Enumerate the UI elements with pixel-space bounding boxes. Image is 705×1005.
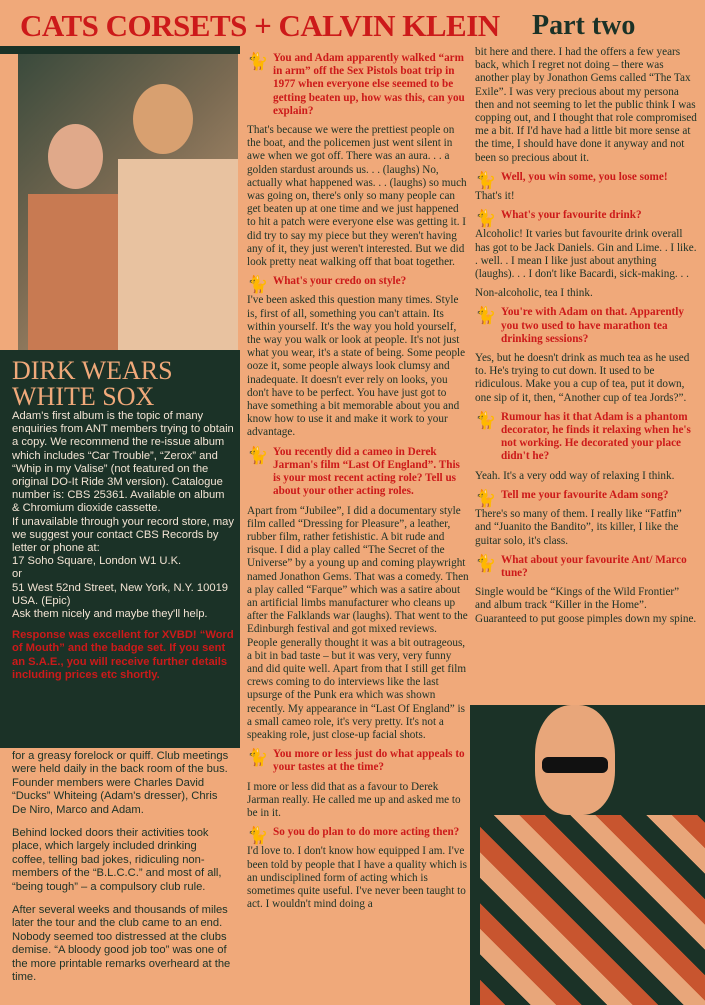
question: 🐈 So you do plan to do more acting then? [247, 826, 460, 846]
answer: Non-alcoholic, tea I think. [475, 287, 593, 300]
sidebar-paragraph: Adam's first album is the topic of many enquiries from ANT members trying to obtain a copy. We recommend the re-issue album which includes “Car Trouble”, “Zerox” and “Whip in my Valise” (not featured on the original DO-It Ride 3M version). Catalogue number is: CBS 25361. Available on album & Chromium dioxide cassette. [12, 410, 234, 515]
question: 🐈 Well, you win some, you lose some! [475, 170, 668, 190]
cat-icon: 🐈 [475, 410, 497, 430]
question: 🐈 What's your credo on style? [247, 275, 407, 295]
sunglasses [542, 757, 608, 773]
cat-icon: 🐈 [247, 275, 269, 295]
question: 🐈 What about your favourite Ant/ Marco tune? [475, 553, 687, 579]
question: 🐈 You and Adam apparently walked “arm in arm” off the Sex Pistols boat trip in 1977 when everyone else seemed to be getting beaten up, how was this, can you explain? [247, 52, 465, 117]
paragraph: After several weeks and thousands of miles later the tour and the club came to an end. Nobody seemed too distressed at the clubs demise. “A bloody good job too” was one of the more printable remarks overheard at the time. [12, 904, 231, 984]
right-column [475, 46, 697, 632]
answer: Apart from “Jubilee”, I did a documentary style film called “Dressing for Pleasure”, a leather, rubber film, rather fetishistic. A bit rude and risque. I did a play called “The Secret of the Universe” by a young up and coming playwright named Jonathon Gems. That was a comedy. Then a play called “Farque” which was a satire about an artificial limbs manufacturer who cleans up after the Falklands war (laughs). That went to the Edinburgh festival and got mixed reviews. People generally thought it was a bit outrageous, a bit in bad taste – but it was very, very funny and did quite well. Apart from that I still get film crews coming to do interviews like the last upsurge of the Punk era which was shown recently. My appearance in “Last Of England” is a small cameo role, it's very pretty. It's not a speaking role, just close-up facial shots. [247, 504, 469, 741]
cat-icon: 🐈 [247, 445, 269, 465]
cat-icon: 🐈 [475, 170, 497, 190]
question: 🐈 Tell me your favourite Adam song? [475, 488, 669, 508]
photo-two-men [18, 54, 238, 350]
answer: That's it! [475, 190, 515, 203]
answer: Yeah. It's a very odd way of relaxing I think. [475, 469, 675, 482]
sidebar-paragraph: 17 Soho Square, London W1 U.K. [12, 555, 182, 568]
middle-column [247, 46, 469, 917]
divider [0, 728, 240, 748]
cat-icon: 🐈 [247, 52, 269, 71]
cat-icon: 🐈 [475, 488, 497, 508]
left-column [12, 750, 232, 995]
sidebar-heading: DIRK WEARS WHITE SOX [12, 356, 173, 411]
cat-icon: 🐈 [475, 306, 497, 326]
divider [0, 46, 240, 54]
photo-person-sunglasses [470, 705, 705, 1005]
answer: Single would be “Kings of the Wild Frontier” and album track “Killer in the Home”. Guaranteed to put goose pimples down my spine. [475, 586, 697, 625]
question: 🐈 You more or less just do what appeals to your tastes at the time? [247, 748, 465, 774]
sidebar-paragraph: 51 West 52nd Street, New York, N.Y. 10019 USA. (Epic) [12, 581, 229, 607]
answer: There's so many of them. I really like “Fatfin” and “Juanito the Bandito”, its killer, I like the guitar solo, it's class. [475, 508, 682, 547]
page-title: CATS CORSETS + CALVIN KLEIN [20, 8, 500, 43]
answer: I'd love to. I don't know how equipped I am. I've been told by people that I have a quality which is an undisciplined form of acting which is sometimes quite useful. I've never been taught to act. I wouldn't mind doing a [247, 845, 467, 911]
answer: bit here and there. I had the offers a few years back, which I regret not doing – there was another play by Jonathon Gems called “The Tax Exile”. I was very precious about my persona then and not seeming to let the public think I was copping out, and I thought that role compromised me a bit. If I'd have had a little bit more sense at the time, I should have done it anyway and not been so precious about it. [475, 46, 697, 164]
answer: Alcoholic! It varies but favourite drink overall has got to be Jack Daniels. Gin and Lime. . I like. . well. . I mean I like just about anything (laughs). . . I don't like Bacardi, sick-making. . . [475, 228, 697, 281]
question: 🐈 What's your favourite drink? [475, 209, 642, 229]
sidebar-text [12, 410, 234, 682]
question: 🐈 You're with Adam on that. Apparently you two used to have marathon tea drinking sessions? [475, 306, 684, 345]
sidebar-paragraph: Ask them nicely and maybe they'll help. [12, 608, 208, 621]
sidebar-paragraph: or [12, 568, 22, 581]
answer: That's because we were the prettiest people on the boat, and the policemen just went silent in awe when we got off. There was an aura. . . a golden stardust arounds us. . . (laughs) No, actually what happened was. . . (laughs) so much was going on, there's only so many people can get beaten up at one time and we just happened to hit a patch were everyone else was getting it. I did try to say my piece but they weren't having any of it, they just weren't interested. But we did look pretty neat walking off that boat together. [247, 124, 467, 269]
question: 🐈 You recently did a cameo in Derek Jarman's film “Last Of England”. This is your most recent acting role? Tell us about your other acting roles. [247, 445, 460, 498]
cat-icon: 🐈 [247, 748, 269, 768]
sidebar-response: Response was excellent for XVBD! “Word of Mouth” and the badge set. If you sent an S.A.E., you will receive further details including prices etc shortly. [12, 629, 234, 681]
paragraph: Behind locked doors their activities took place, which largely included drinking coffee, telling bad jokes, ridiculing non-members of the “B.L.C.C.” and most of all, “being tough” – a compulsory club rule. [12, 827, 222, 893]
answer: Yes, but he doesn't drink as much tea as he used to. He's trying to cut down. It used to be ridiculous. Make you a cup of tea, put it down, one sip of it, then, “Another cup of tea Jords?”. [475, 352, 690, 404]
part-label: Part two [532, 10, 636, 41]
paragraph: for a greasy forelock or quiff. Club meetings were held daily in the back room of the bus. Founder members were Charles David “Ducks” Whiteing (Adam's dresser), Chris De Niro, Marco and Adam. [12, 750, 229, 816]
answer: I've been asked this question many times. Style is, first of all, something you can't attain. Its within yourself. It's the way you hold yourself, the way you walk or look at people. It's not just what you wear, it's a state of being. Some people ooze it, some people always look clumsy and inadequate. It doesn't ever rely on looks, you don't have to be perfect. You have just got to have something a bit memorable about you and know how to use it and make it work to your advantage. [247, 294, 466, 439]
cat-icon: 🐈 [475, 209, 497, 229]
sidebar-paragraph: If unavailable through your record store, may we suggest your contact CBS Records by letter or phone at: [12, 515, 235, 555]
answer: I more or less did that as a favour to Derek Jarman really. He called me up and asked me to be in it. [247, 780, 461, 819]
question: 🐈 Rumour has it that Adam is a phantom decorator, he finds it relaxing when he's not working. He decorated your place didn't he? [475, 410, 691, 463]
cat-icon: 🐈 [475, 553, 497, 573]
cat-icon: 🐈 [247, 826, 269, 846]
